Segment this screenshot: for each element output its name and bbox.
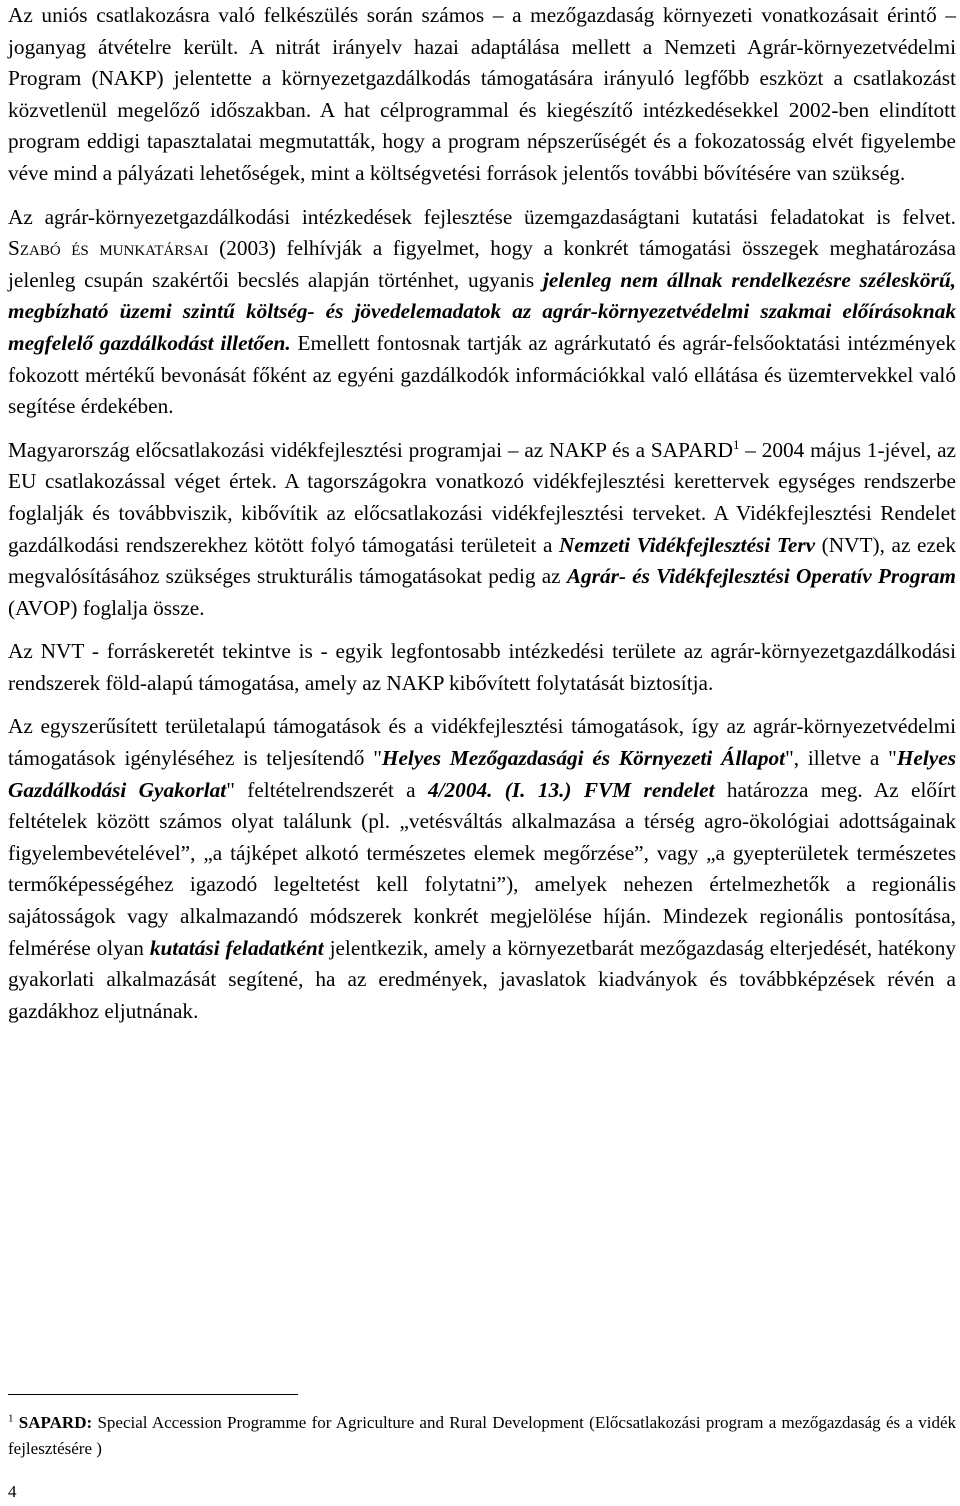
author-citation: Szabó és munkatársai — [8, 236, 209, 261]
footnote-term: SAPARD: — [18, 1413, 93, 1432]
paragraph-1 — [8, 0, 956, 190]
fvm-decree: 4/2004. (I. 13.) FVM rendelet — [427, 777, 715, 802]
nvt-title: Nemzeti Vidékfejlesztési Terv — [559, 532, 816, 557]
paragraph-2-text-c: Emellett fontosnak tartják az agrárkutató és agrár-felsőoktatási intézmények fokozott mértékű bevonását főként az egyéni gazdálkodók információkkal való ellátása és üzemtervekkel való segítése érdekében. — [8, 330, 956, 419]
paragraph-1-text: Az uniós csatlakozásra való felkészülés során számos – a mezőgazdaság környezeti vonatkozásait érintő – joganyag átvételre került. A nitrát irányelv hazai adaptálása mellett a Nemzeti Agrár-környezetvédelmi Program (NAKP) jelentette a környezetgazdálkodás támogatására irányuló legfőbb eszközt a csatlakozást közvetlenül megelőző időszakban. A hat célprogrammal és kiegészítő intézkedésekkel 2002-ben elindított program eddigi tapasztalatai megmutatták, hogy a program népszerűségét és a fokozatosság elvét figyelembe véve mind a pályázati lehetőségek, mint a költségvetési források jelentős további bővítésére van szükség. — [8, 3, 956, 185]
paragraph-3-text-a: Magyarország előcsatlakozási vidékfejlesztési programjai – az NAKP és a SAPARD — [8, 437, 733, 462]
hgy-title: Helyes Gazdálkodási Gyakorlat — [8, 746, 956, 802]
paragraph-4 — [8, 636, 956, 699]
footnote-reference[interactable]: 1 — [732, 436, 740, 452]
footnote-divider — [8, 1394, 298, 1395]
paragraph-3 — [8, 435, 956, 625]
paragraph-2 — [8, 202, 956, 423]
paragraph-3-text-d: (AVOP) foglalja össze. — [8, 595, 205, 620]
paragraph-4-text: Az NVT - forráskeretét tekintve is - egyik legfontosabb intézkedési területe az agrár-környezetgazdálkodási rendszerek föld-alapú támogatása, amely az NAKP kibővített folytatását biztosítja. — [8, 639, 956, 695]
paragraph-2-text-a: Az agrár-környezetgazdálkodási intézkedések fejlesztése üzemgazdaságtani kutatási feladatokat is felvet. — [8, 204, 956, 229]
research-task-phrase: kutatási feladatként — [149, 935, 324, 960]
paragraph-5 — [8, 711, 956, 1027]
paragraph-5-text-b: ", illetve a " — [785, 746, 897, 771]
paragraph-5-text-e: jelentkezik, amely a környezetbarát mezőgazdaság elterjedését, hatékony gyakorlati alkalmazását segítené, ha az eredmények, javaslatok kiadványok és továbbképzések révén a gazdákhoz eljutnának. — [8, 935, 957, 1023]
emphasized-statement: jelenleg nem állnak rendelkezésre széleskörű, megbízható üzemi szintű költség- és jövedelemadatok az agrár-környezetvédelmi szakmai előírásoknak megfelelő gazdálkodást illetően. — [8, 267, 956, 355]
footnote-text: Special Accession Programme for Agriculture and Rural Development (Előcsatlakozási program a mezőgazdaság és a vidék fejlesztésére ) — [8, 1413, 957, 1458]
paragraph-3-text-b: – 2004 május 1-jével, az EU csatlakozással véget értek. A tagországokra vonatkozó vidékfejlesztési kerettervek egységes rendszerbe foglalják és továbbviszik, kibővítik az előcsatlakozási vidékfejlesztési terveket. A Vidékfejlesztési Rendelet gazdálkodási rendszerekhez kötött folyó támogatási területeit a — [8, 437, 956, 557]
paragraph-3-text-c: (NVT), az ezek megvalósításához szükséges strukturális támogatásokat pedig az — [8, 532, 956, 589]
paragraph-5-text-d: határozza meg. Az előírt feltételek között számos olyat találunk (pl. „vetésváltás alkalmazása a térség agro-ökológiai adottságainak figyelembevételével”, „a tájképet alkotó természetes elemek megőrzése”, vagy „a gyepterületek természetes termőképességéhez igazodó legeltetést kell folytatni”), amelyek nehezen értelmezhetők a regionális sajátosságok vagy alkalmazandó módszerek konkrét megjelölése híján. Mindezek regionális pontosítása, felmérése olyan — [8, 777, 956, 960]
footnote-marker: 1 — [8, 1412, 14, 1425]
avop-title: Agrár- és Vidékfejlesztési Operatív Program — [566, 564, 956, 589]
paragraph-2-text-b: (2003) felhívják a figyelmet, hogy a konkrét támogatási összegek meghatározása jelenleg csupán szakértői becslés alapján történhet, ugyanis — [8, 236, 956, 292]
paragraph-5-text-a: Az egyszerűsített területalapú támogatások és a vidékfejlesztési támogatások, így az agrár-környezetvédelmi támogatások igényléséhez is teljesítendő " — [8, 714, 956, 771]
paragraph-5-text-c: " feltételrendszerét a — [226, 777, 428, 802]
footnote — [8, 1410, 956, 1462]
document-body — [8, 0, 956, 1039]
hmk-title: Helyes Mezőgazdasági és Környezeti Állapot — [381, 746, 786, 771]
page-number: 4 — [8, 1482, 17, 1501]
